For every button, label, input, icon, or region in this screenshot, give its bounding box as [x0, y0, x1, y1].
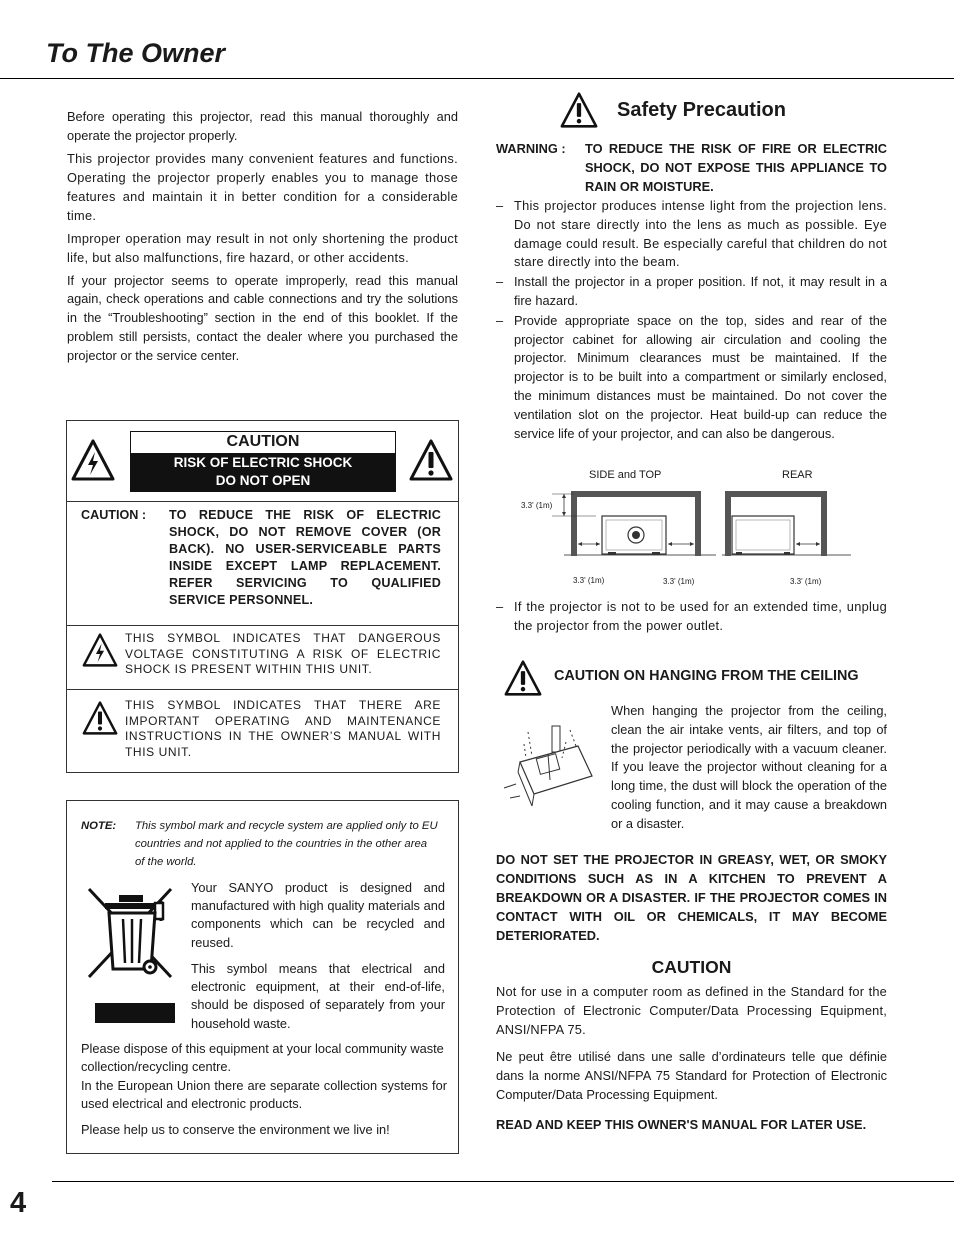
symbol-description: THIS SYMBOL INDICATES THAT THERE ARE IMPORTANT OPERATING AND MAINTENANCE INSTRUCTIONS IN THE OWNER’S MANUAL WITH THIS UNIT. — [125, 698, 441, 759]
section-heading: Safety Precaution — [617, 99, 786, 121]
read-keep-notice: READ AND KEEP THIS OWNER'S MANUAL FOR LATER USE. — [496, 1117, 867, 1132]
intro-paragraph: Before operating this projector, read this manual thoroughly and operate the projector properly. — [67, 109, 458, 143]
caution-label: CAUTION : — [81, 508, 147, 522]
list-item — [496, 197, 887, 272]
list-item — [496, 273, 887, 311]
header-rule — [0, 78, 954, 79]
note-text: This symbol mark and recycle system are applied only to EU countries and not applied to the countries in the other area of the world. — [135, 820, 438, 869]
greasy-warning: DO NOT SET THE PROJECTOR IN GREASY, WET, OR SMOKY CONDITIONS SUCH AS IN A KITCHEN TO PREVENT A BREAKDOWN OR A DISASTER. IF THE PROJECTOR COMES IN CONTACT WITH OIL OR CHEMICALS, IT MAY BECOME DETERIORATED. — [496, 852, 887, 943]
clearance-diagram-drawing — [496, 464, 887, 594]
intro-paragraph: If your projector seems to operate improperly, read this manual again, check operations and cable connections and try the solutions in the “Troubleshooting” section in the end of this booklet. If the problem still persists, contact the dealer where you purchased the projector or the service center. — [67, 272, 458, 364]
page-title: To The Owner — [46, 38, 226, 68]
ceiling-text: When hanging the projector from the ceiling, clean the air intake vents, air filters, and top of the projector periodically with a vacuum cleaner. If you leave the projector without cleaning for a long time, the dust will block the operation of the cooling function, and it may cause a breakdown or a disaster. — [611, 703, 887, 831]
list-item — [496, 312, 887, 444]
recycle-paragraph: Please help us to conserve the environment we live in! — [81, 1122, 390, 1137]
recycle-paragraph: Your SANYO product is designed and manufactured with high quality materials and components which can be recycled and reused. — [191, 880, 445, 950]
exclamation-symbol-icon — [82, 701, 118, 735]
intro-paragraph: Improper operation may result in not only shortening the product life, but also malfunctions, fire hazard, or other accidents. — [67, 230, 458, 265]
electric-shock-warning-icon — [71, 439, 115, 481]
dimension-label: 3.3' (1m) — [790, 577, 822, 586]
list-item-text: – Install the projector in a proper position. If not, it may result in a fire hazard. — [514, 274, 887, 308]
caution-box — [66, 420, 459, 773]
intro-section — [67, 108, 458, 370]
weee-crossed-bin-icon — [81, 881, 181, 1026]
intro-paragraph: This projector provides many convenient features and functions. Operating the projector properly enables you to manage those features and maintain it in better condition for a considerable time. — [67, 150, 458, 223]
risk-line: DO NOT OPEN — [215, 473, 311, 488]
list-item — [496, 597, 887, 635]
caution-label-block — [130, 431, 396, 492]
divider — [67, 689, 458, 690]
divider — [67, 501, 458, 502]
page-number: 4 — [10, 1187, 27, 1219]
risk-line: RISK OF ELECTRIC SHOCK — [173, 455, 353, 470]
symbol-description: THIS SYMBOL INDICATES THAT DANGEROUS VOLTAGE CONSTITUTING A RISK OF ELECTRIC SHOCK IS PRESENT WITHIN THIS UNIT. — [125, 631, 441, 677]
ceiling-projector-illustration — [500, 720, 604, 812]
caution-text-en: Not for use in a computer room as defined in the Standard for the Protection of Electronic Computer/Data Processing Equipment, ANSI/NFPA 75. — [496, 984, 887, 1037]
warning-label: WARNING : — [496, 141, 566, 156]
divider — [67, 625, 458, 626]
exclamation-warning-icon — [560, 92, 598, 128]
caution-heading: CAUTION — [651, 957, 732, 977]
list-item-text: – If the projector is not to be used for an extended time, unplug the projector from the power outlet. — [514, 599, 887, 633]
recycle-paragraph: This symbol means that electrical and electronic equipment, at their end-of-life, should be disposed of separately from your household waste. — [191, 961, 445, 1031]
dimension-label: 3.3' (1m) — [521, 501, 553, 510]
exclamation-warning-icon — [409, 439, 453, 481]
recycle-paragraph: In the European Union there are separate collection systems for used electrical and electronic products. — [81, 1078, 447, 1112]
dimension-label: 3.3' (1m) — [663, 577, 695, 586]
dimension-label: 3.3' (1m) — [573, 576, 605, 585]
footer-rule — [52, 1181, 954, 1182]
recycle-paragraph: Please dispose of this equipment at your local community waste collection/recycling centre. — [81, 1041, 444, 1075]
note-label: NOTE: — [81, 820, 117, 832]
ceiling-heading: CAUTION ON HANGING FROM THE CEILING — [554, 668, 859, 684]
warning-text: TO REDUCE THE RISK OF FIRE OR ELECTRIC SHOCK, DO NOT EXPOSE THIS APPLIANCE TO RAIN OR MOISTURE. — [585, 141, 887, 194]
safety-list — [496, 197, 887, 443]
risk-banner — [131, 453, 395, 491]
electric-shock-symbol-icon — [82, 633, 118, 667]
list-item-text: – Provide appropriate space on the top, sides and rear of the projector cabinet for allowing air circulation and cooling the projector. Minimum clearances must be maintained. If the projector is to be built into a compartment or similarly enclosed, the minimum distances must be maintained. Do not cover the ventilation slot on the projector. Heat build-up can reduce the service life of your projector, and can also be dangerous. — [514, 312, 887, 441]
caution-text: TO REDUCE THE RISK OF ELECTRIC SHOCK, DO NOT REMOVE COVER (OR BACK). NO USER-SERVICEABLE PARTS INSIDE EXCEPT LAMP REPLACEMENT. REFER SERVICING TO QUALIFIED SERVICE PERSONNEL. — [169, 508, 441, 608]
exclamation-warning-icon — [504, 660, 542, 696]
caution-heading: CAUTION — [226, 433, 300, 450]
recycle-box — [66, 800, 459, 1154]
diagram-label: REAR — [782, 469, 813, 481]
caution-text-fr: Ne peut être utilisé dans une salle d’ordinateurs telle que définie dans la norme ANSI/NFPA 75 Standard for Protection of Electronic Computer/Data Processing Equipment. — [496, 1049, 887, 1102]
diagram-label: SIDE and TOP — [589, 469, 662, 481]
list-item-text: – This projector produces intense light from the projection lens. Do not stare directly into the lens as much as possible. Eye damage could result. Be especially careful that children do not stare directly into the beam. — [514, 198, 887, 270]
clearance-diagram — [496, 464, 887, 594]
